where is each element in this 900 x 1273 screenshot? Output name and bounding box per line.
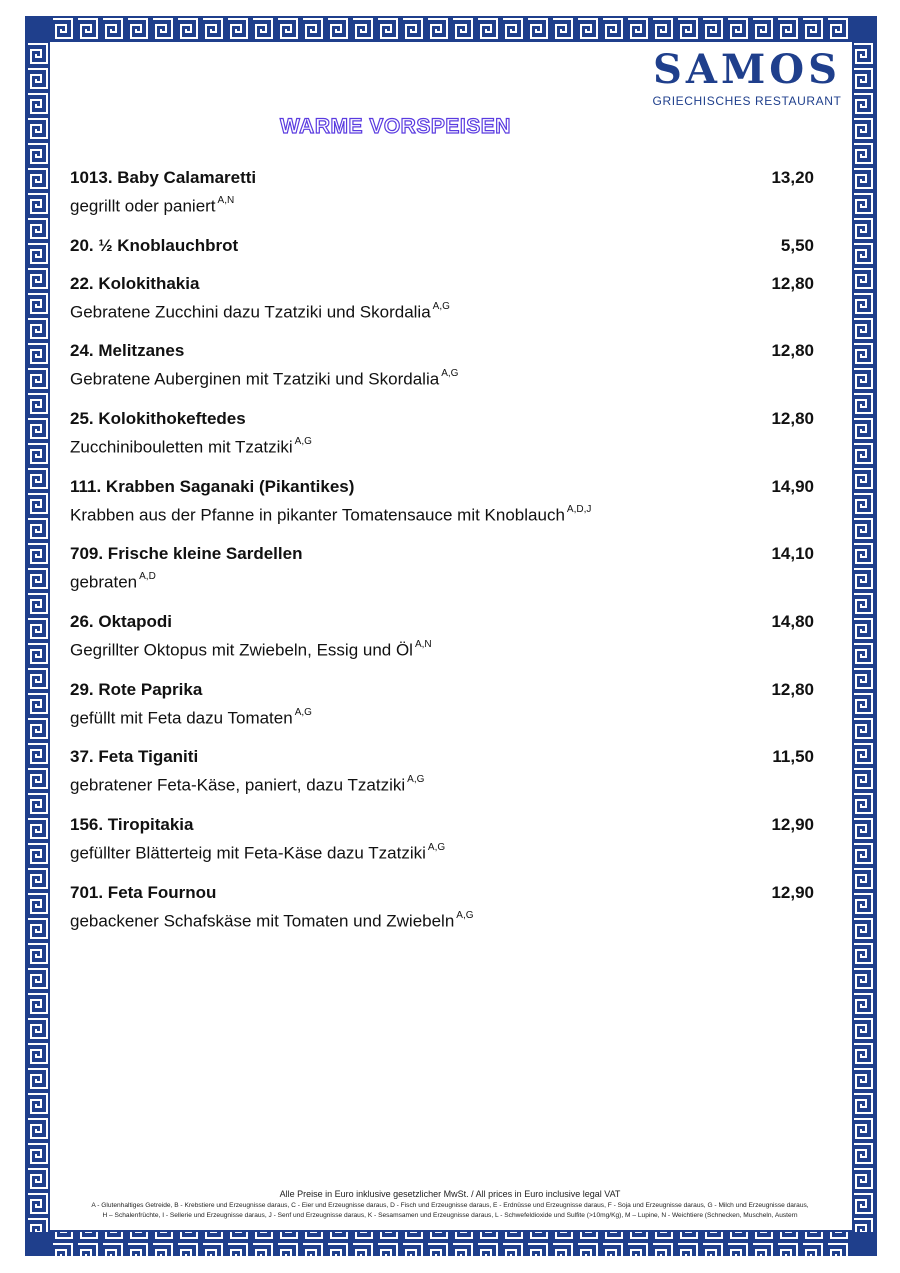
menu-item-description	[70, 702, 814, 732]
menu-item-name: 1013. Baby Calamaretti	[70, 168, 257, 187]
menu-item-description	[70, 769, 814, 799]
menu-item-description-text: Gebratene Zucchini dazu Tzatziki und Skordalia	[70, 302, 431, 322]
menu-item-allergens: A,G	[294, 435, 312, 447]
menu-item	[70, 678, 814, 732]
menu-item	[70, 272, 814, 326]
menu-item-description-text: gebratener Feta-Käse, paniert, dazu Tzatziki	[70, 775, 406, 795]
menu-item-allergens: A,N	[217, 195, 235, 206]
menu-item-header	[70, 678, 814, 702]
menu-item-name: 37. Feta Tiganiti	[70, 747, 199, 767]
menu-item-header	[70, 272, 814, 296]
menu-item	[70, 166, 814, 220]
menu-item	[70, 475, 814, 529]
menu-item-description-text: Zucchinibouletten mit Tzatziki	[70, 437, 293, 457]
menu-item-name: 709. Frische kleine Sardellen	[70, 544, 303, 564]
menu-item-allergens: A,N	[414, 638, 432, 650]
menu-item-name: 156. Tiropitakia	[70, 814, 194, 834]
menu-item	[70, 610, 814, 664]
menu-item-allergens: A,G	[407, 774, 425, 786]
menu-item-header	[70, 339, 814, 363]
menu-item-name: 29. Rote Paprika	[70, 679, 203, 699]
menu-item-description	[70, 363, 814, 393]
menu-item-description-text: gegrillt oder paniert	[70, 196, 216, 216]
footer-allergens-line1: A - Glutenhaltiges Getreide, B - Krebstiere und Erzeugnisse daraus, C - Eier und Erzeugnisse daraus, D - Fisch und Erzeugnisse daraus, E - Erdnüsse und Erzeugnisse daraus, F - Soja und Erzeugnisse daraus, G - Milch und Erzeugnisse daraus,	[91, 1202, 809, 1209]
menu-item-name: 26. Oktapodi	[70, 611, 173, 631]
menu-item-name: 25. Kolokithokeftedes	[70, 408, 246, 428]
menu-item-price: 12,90	[771, 814, 814, 834]
menu-item-price: 13,20	[771, 168, 814, 187]
footer-allergens-line2: H – Schalenfrüchte, I - Sellerie und Erzeugnisse daraus, J - Senf und Erzeugnisse daraus, K - Sesamsamen und Erzeugnisse daraus, L - Schwefeldioxide und Sulfite (>10mg/Kg), M – Lupine, N - Weichtiere (Schnecken, Muscheln, Austern	[102, 1212, 798, 1219]
menu-item	[70, 813, 814, 867]
menu-item-price: 14,10	[771, 544, 814, 564]
menu-item-allergens: A,D	[139, 571, 156, 583]
menu-item	[70, 745, 814, 799]
menu-item-header	[70, 166, 814, 190]
menu-item-description	[70, 499, 814, 529]
menu-item-description	[70, 566, 814, 596]
menu-item-description-text: Gebratene Auberginen mit Tzatziki und Skordalia	[70, 369, 440, 389]
menu-item	[70, 339, 814, 393]
section-title: WARME VORSPEISEN	[280, 115, 511, 138]
menu-item-price: 14,80	[771, 611, 814, 631]
logo-name: SAMOS	[653, 46, 841, 93]
menu-item-price: 12,90	[771, 882, 814, 902]
menu-item-description	[70, 905, 814, 935]
menu-item	[70, 881, 814, 935]
menu-item-description-text: Gegrillter Oktopus mit Zwiebeln, Essig und Öl	[70, 640, 413, 660]
menu-item-allergens: A,D,J	[566, 503, 592, 515]
menu-item-name: 111. Krabben Saganaki (Pikantikes)	[70, 476, 355, 496]
menu-item-description	[70, 837, 814, 867]
menu-item-description-text: gebackener Schafskäse mit Tomaten und Zwiebeln	[70, 911, 455, 931]
menu-item-price: 11,50	[772, 747, 814, 767]
footer	[75, 1188, 825, 1221]
menu-item-description	[70, 296, 814, 326]
menu-item-allergens: A,G	[432, 300, 450, 312]
menu-item-header	[70, 542, 814, 566]
menu-item-name: 701. Feta Fournou	[70, 882, 217, 902]
menu-item-name: 20. ½ Knoblauchbrot	[70, 235, 239, 255]
menu-item	[70, 542, 814, 596]
menu-item-price: 14,90	[771, 476, 814, 496]
menu-item-price: 12,80	[771, 408, 814, 428]
menu-item-header	[70, 475, 814, 499]
menu-item-header	[70, 610, 814, 634]
menu-item-description-text: Krabben aus der Pfanne in pikanter Tomatensauce mit Knoblauch	[70, 505, 565, 525]
menu-item-name: 24. Melitzanes	[70, 341, 185, 361]
menu-item-description-text: gebraten	[70, 572, 138, 592]
menu-item-price: 12,80	[771, 341, 814, 361]
menu-item-header	[70, 813, 814, 837]
border-corner-top-left	[25, 16, 49, 40]
menu-item-allergens: A,G	[294, 706, 312, 718]
menu-item-description	[70, 431, 814, 461]
menu-item-price: 5,50	[780, 235, 814, 255]
menu-item-header	[70, 407, 814, 431]
logo-subtitle: GRIECHISCHES RESTAURANT	[652, 94, 842, 108]
restaurant-logo	[652, 46, 842, 108]
footer-vat-note: Alle Preise in Euro inklusive gesetzlicher MwSt. / All prices in Euro inclusive legal VAT	[279, 1189, 621, 1199]
border-corner-top-right	[853, 16, 877, 40]
menu-item-price: 12,80	[771, 273, 814, 293]
menu-item-allergens: A,G	[427, 841, 446, 853]
menu-item-allergens: A,G	[456, 909, 474, 921]
border-corner-bottom-left	[25, 1232, 49, 1256]
menu-item-name: 22. Kolokithakia	[70, 273, 200, 293]
menu-item-allergens: A,G	[441, 368, 459, 380]
menu-item	[70, 234, 814, 258]
menu-item-description	[70, 190, 814, 220]
menu-item-header	[70, 745, 814, 769]
menu-item	[70, 407, 814, 461]
menu-list	[70, 166, 814, 948]
menu-item-header	[70, 881, 814, 905]
menu-item-description	[70, 634, 814, 664]
border-corner-bottom-right	[853, 1232, 877, 1256]
menu-item-description-text: gefüllt mit Feta dazu Tomaten	[70, 708, 293, 728]
menu-item-price: 12,80	[771, 679, 814, 699]
menu-item-header	[70, 234, 814, 258]
menu-item-description-text: gefüllter Blätterteig mit Feta-Käse dazu Tzatziki	[70, 843, 426, 863]
